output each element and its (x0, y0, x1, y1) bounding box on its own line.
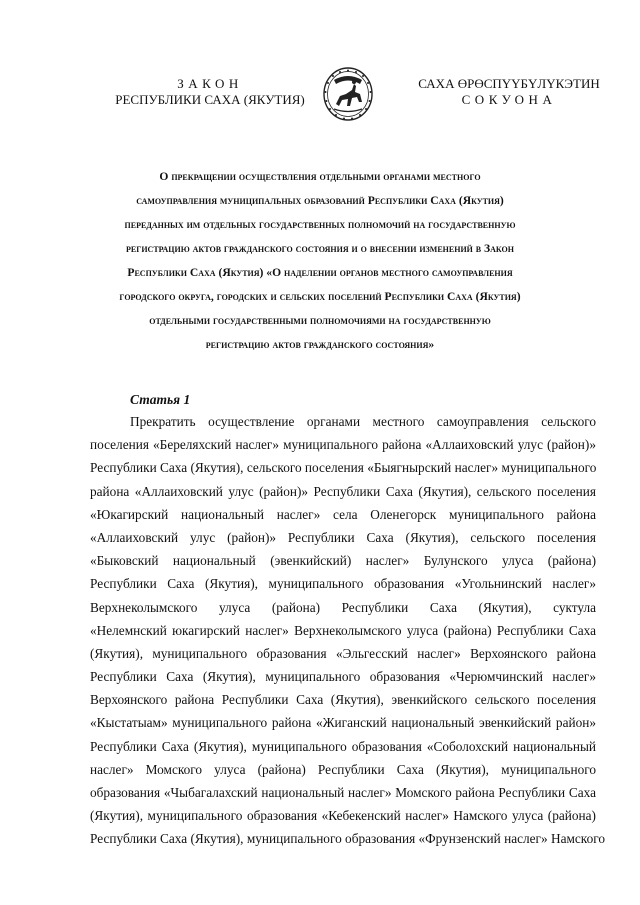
header-left (112, 76, 308, 108)
law-label-sakha: СОКУОНА (461, 92, 557, 107)
body-line: Верхоянского района Республики Саха (Якутия), эвенкийского сельского поселения (90, 692, 596, 708)
body-line: района «Аллаиховский улус (район)» Республики Саха (Якутия), сельского поселения (90, 483, 596, 499)
body-line: поселения «Береляхский наслег» муниципального района «Аллаиховский улус (район)» (90, 437, 596, 453)
title-line: О прекращении осуществления отдельными органами местного (159, 170, 481, 183)
body-line: Республики Саха (Якутия), муниципального образования «Соболохский национальный (90, 738, 596, 754)
body-line: Республики Саха (Якутия), муниципального образования «Угольнинский наслег» (90, 576, 596, 592)
body-line: Республики Саха (Якутия), муниципального образования «Черюмчинский наслег» (90, 669, 596, 685)
body-line: «Нелемнский юкагирский наслег» Верхнеколымского улуса (района) Республики Саха (90, 622, 596, 638)
republic-name-sakha: САХА ӨРӨСПҮҮБҮЛҮКЭТИН (418, 76, 600, 91)
body-line: (Якутия), муниципального образования «Кебекенский наслег» Намского улуса (района) (90, 808, 596, 824)
title-line: отдельными государственными полномочиями на государственную (149, 314, 491, 327)
body-line: Верхнеколымского улуса (района) Республики Саха (Якутия), суктула (90, 599, 596, 615)
article-body (90, 410, 606, 851)
body-line: «Юкагирский национальный наслег» села Оленегорск муниципального района (90, 506, 596, 522)
title-line: переданных им отдельных государственных полномочий на государственную (124, 218, 516, 231)
republic-name: РЕСПУБЛИКИ САХА (ЯКУТИЯ) (115, 92, 305, 107)
title-line: регистрацию актов гражданского состояния и о внесении изменений в Закон (126, 242, 514, 255)
title-line: городского округа, городских и сельских поселений Республики Саха (Якутия) (119, 290, 521, 303)
body-line: «Быковский национальный (эвенкийский) наслег» Булунского улуса (района) (90, 553, 596, 569)
body-line: Прекратить осуществление органами местного самоуправления сельского (130, 414, 596, 429)
title-line: регистрацию актов гражданского состояния» (205, 338, 435, 351)
document-title (74, 165, 566, 357)
body-line: Республики Саха (Якутия), муниципального образования «Фрунзенский наслег» Намского (90, 831, 606, 847)
article-heading: Статья 1 (130, 392, 191, 407)
body-line: «Кыстатыам» муниципального района «Жиганский национальный эвенкийский район» (90, 715, 596, 731)
body-line: (Якутия), муниципального образования «Эльгесский наслег» Верхоянского района (90, 645, 596, 661)
body-line: «Аллаиховский улус (район)» Республики Саха (Якутия), сельского поселения (90, 529, 596, 545)
title-line: самоуправления муниципальных образований Республики Саха (Якутия) (136, 194, 504, 207)
header-right (404, 76, 614, 108)
title-line: Республики Саха (Якутия) «О наделении органов местного самоуправления (127, 266, 513, 279)
body-line: образования «Чыбагалахский национальный наслег» Момского района Республики Саха (90, 785, 596, 800)
law-label: ЗАКОН (177, 76, 243, 91)
body-line: наслег» Момского улуса (района) Республики Саха (Якутия), муниципального (90, 761, 596, 777)
body-line: Республики Саха (Якутия), сельского поселения «Быягнырский наслег» муниципального (90, 460, 597, 476)
coat-of-arms-emblem-icon (322, 66, 374, 122)
